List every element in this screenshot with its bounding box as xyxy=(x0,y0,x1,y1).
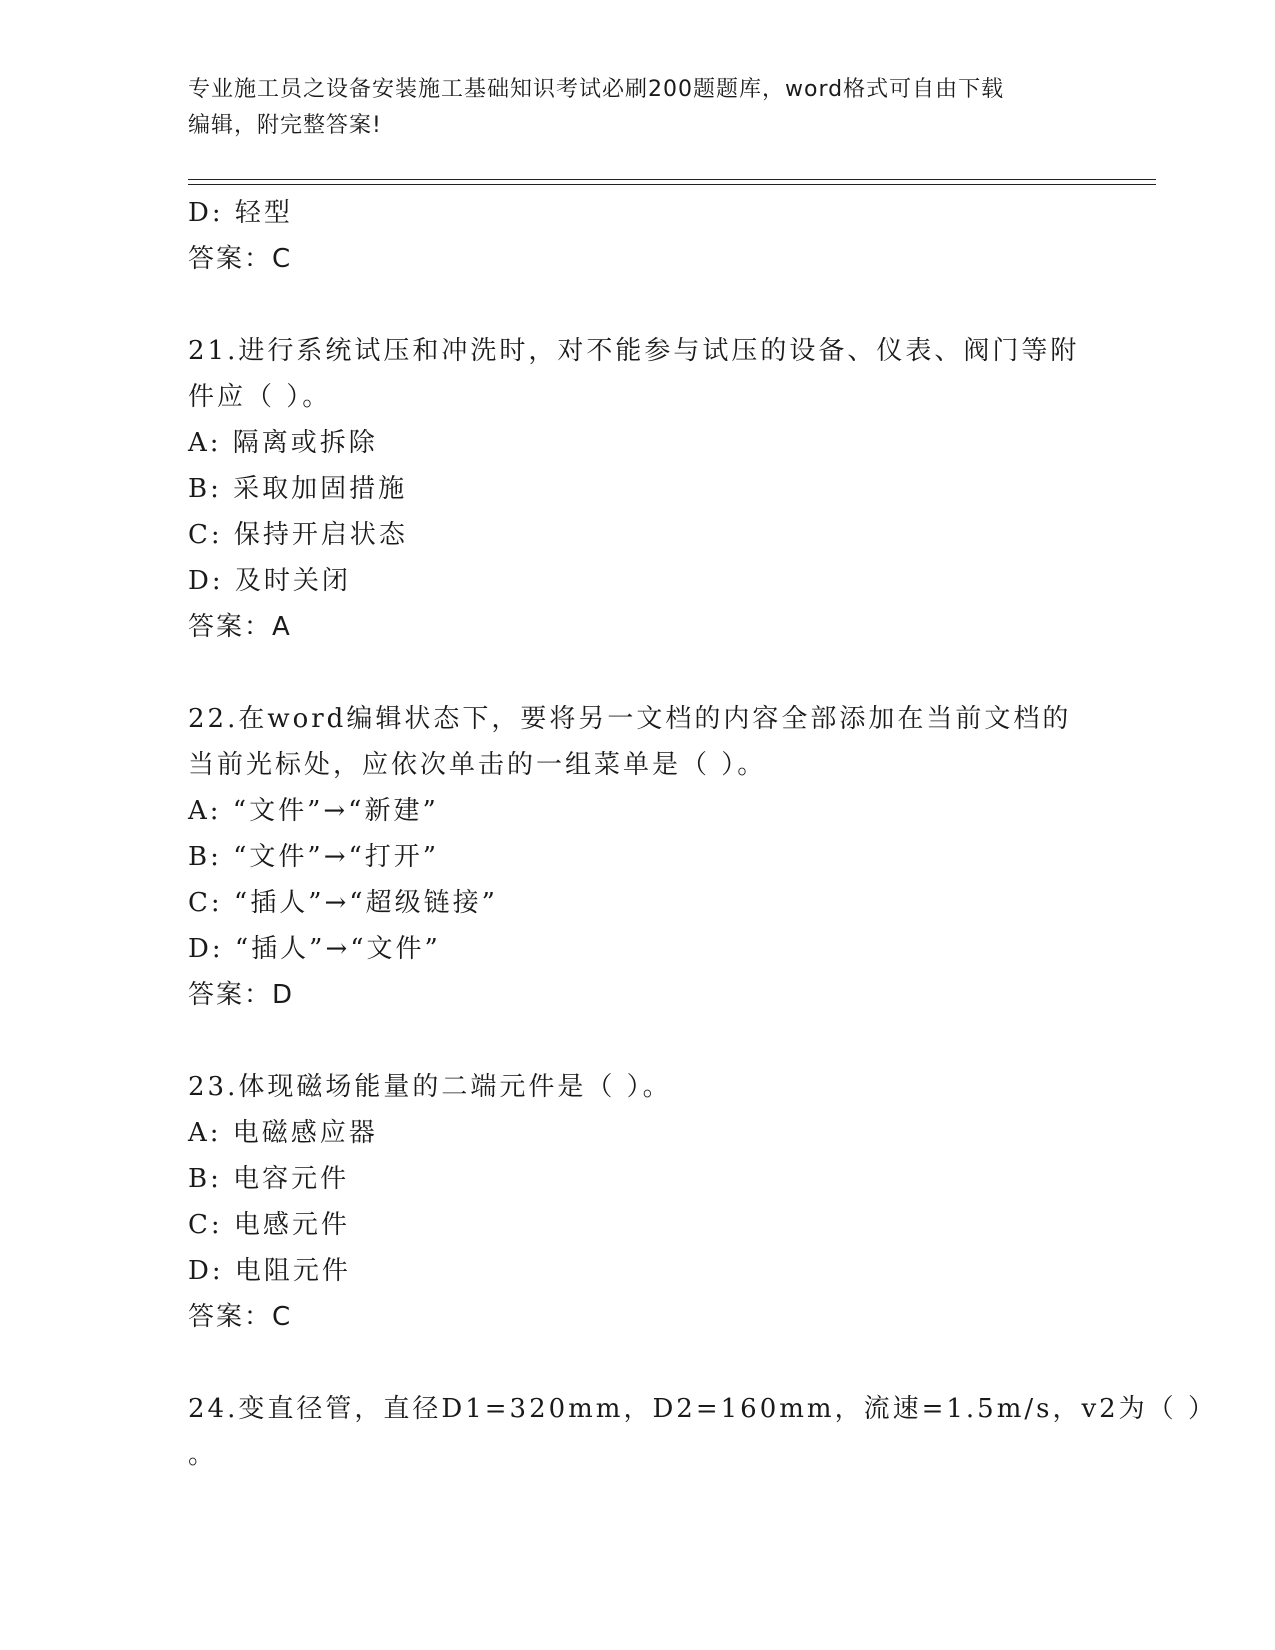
option-c: C: “插人”→“超级链接” xyxy=(188,888,498,918)
spacer xyxy=(188,1340,1088,1386)
question-22 xyxy=(188,696,1088,1018)
question-stem: 21.进行系统试压和冲洗时，对不能参与试压的设备、仪表、阀门等附 xyxy=(188,336,1080,366)
spacer xyxy=(188,282,1088,328)
answer: 答案：C xyxy=(188,244,293,274)
question-24 xyxy=(188,1386,1217,1478)
header-divider-top xyxy=(188,179,1156,180)
option-a: A: 隔离或拆除 xyxy=(188,428,378,458)
option-d: D: “插人”→“文件” xyxy=(188,934,441,964)
question-stem-continued: 。 xyxy=(188,1440,218,1470)
question-stem-continued: 当前光标处，应依次单击的一组菜单是（ ）。 xyxy=(188,750,767,780)
spacer xyxy=(188,650,1088,696)
option-b: B: 电容元件 xyxy=(188,1164,350,1194)
option-c: C: 保持开启状态 xyxy=(188,520,408,550)
option-c: C: 电感元件 xyxy=(188,1210,350,1240)
option-d: D: 轻型 xyxy=(188,198,293,228)
question-stem: 22.在word编辑状态下，要将另一文档的内容全部添加在当前文档的 xyxy=(188,704,1072,734)
question-21 xyxy=(188,328,1088,650)
answer: 答案：D xyxy=(188,980,295,1010)
answer: 答案：A xyxy=(188,612,292,642)
document-header xyxy=(188,72,1068,144)
spacer xyxy=(188,1018,1088,1064)
option-d: D: 电阻元件 xyxy=(188,1256,351,1286)
option-d: D: 及时关闭 xyxy=(188,566,351,596)
question-23 xyxy=(188,1064,1088,1340)
header-divider-bottom xyxy=(188,184,1156,185)
header-title-line-2: 编辑，附完整答案! xyxy=(188,113,382,138)
option-a: A: “文件”→“新建” xyxy=(188,796,439,826)
option-a: A: 电磁感应器 xyxy=(188,1118,378,1148)
option-b: B: “文件”→“打开” xyxy=(188,842,440,872)
question-stem: 23.体现磁场能量的二端元件是（ ）。 xyxy=(188,1072,672,1102)
document-body xyxy=(188,190,1217,1478)
question-stem: 24.变直径管，直径D1=320mm，D2=160mm，流速=1.5m/s，v2为（ ） xyxy=(188,1394,1217,1424)
option-b: B: 采取加固措施 xyxy=(188,474,408,504)
question-20-tail xyxy=(188,190,1088,282)
answer: 答案：C xyxy=(188,1302,293,1332)
header-title-line-1: 专业施工员之设备安装施工基础知识考试必刷200题题库，word格式可自由下载 xyxy=(188,77,1005,102)
question-stem-continued: 件应（ ）。 xyxy=(188,382,332,412)
